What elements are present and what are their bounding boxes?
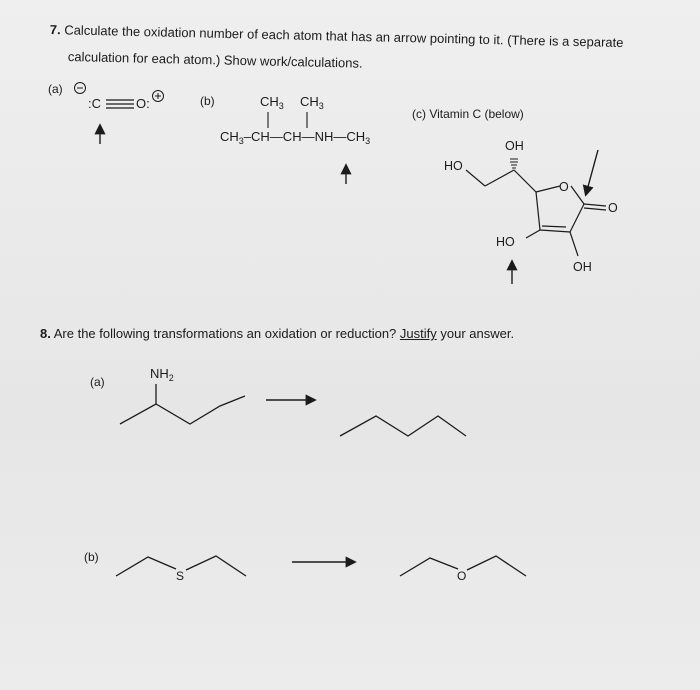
q8a-label: (a) (90, 375, 105, 389)
question-8-justify: Justify (399, 326, 437, 341)
q8b-transformation (84, 550, 526, 583)
q7c-ring-oxygen: O (559, 180, 569, 194)
question-7-number: 7. (49, 22, 61, 38)
q7c-hashed-wedge (510, 159, 518, 168)
q8b-oxygen: O (457, 569, 467, 583)
q7c-oh-top: OH (505, 139, 524, 153)
question-7-text: Calculate the oxidation number of each atom that has an arrow pointing to it. (There is a separate (64, 22, 624, 51)
question-8-text-end: your answer. (440, 326, 515, 341)
q7c-ho-bottom: HO (496, 235, 515, 249)
q7b-label: (b) (200, 94, 215, 108)
q7b-main-chain: $CH_3-CH—CH—NH—CH_3$ (220, 129, 371, 146)
q7c-oh-bottom: OH (573, 260, 592, 274)
q7a-oxygen-atom: O: (136, 96, 150, 111)
q7c-arrow-carbonyl-icon (586, 150, 598, 194)
q8a-transformation (90, 366, 466, 436)
q8b-label: (b) (84, 550, 99, 564)
q8a-nh2: $NH_2$ (150, 366, 174, 383)
q7c-ho-left: HO (444, 159, 463, 173)
q7c-label: (c) Vitamin C (below) (412, 107, 524, 121)
q7b-amine (200, 94, 370, 184)
q7a-carbon-monoxide (48, 82, 164, 144)
q7c-carbonyl-oxygen: O (608, 201, 618, 215)
q7a-carbon-atom: :C (88, 96, 101, 111)
question-7-line2: calculation for each atom.) Show work/calculations. (67, 49, 363, 71)
question-8-number: 8. (40, 326, 51, 341)
q8b-sulfur: S (176, 569, 185, 583)
q7b-ch3-top-1: $CH_3$ (260, 94, 284, 111)
q7a-label: (a) (48, 82, 63, 96)
q7b-ch3-top-2: $CH_3$ (300, 94, 324, 111)
question-8-text: Are the following transformations an oxidation or reduction? (53, 326, 397, 341)
q7c-vitamin-c (412, 107, 618, 284)
